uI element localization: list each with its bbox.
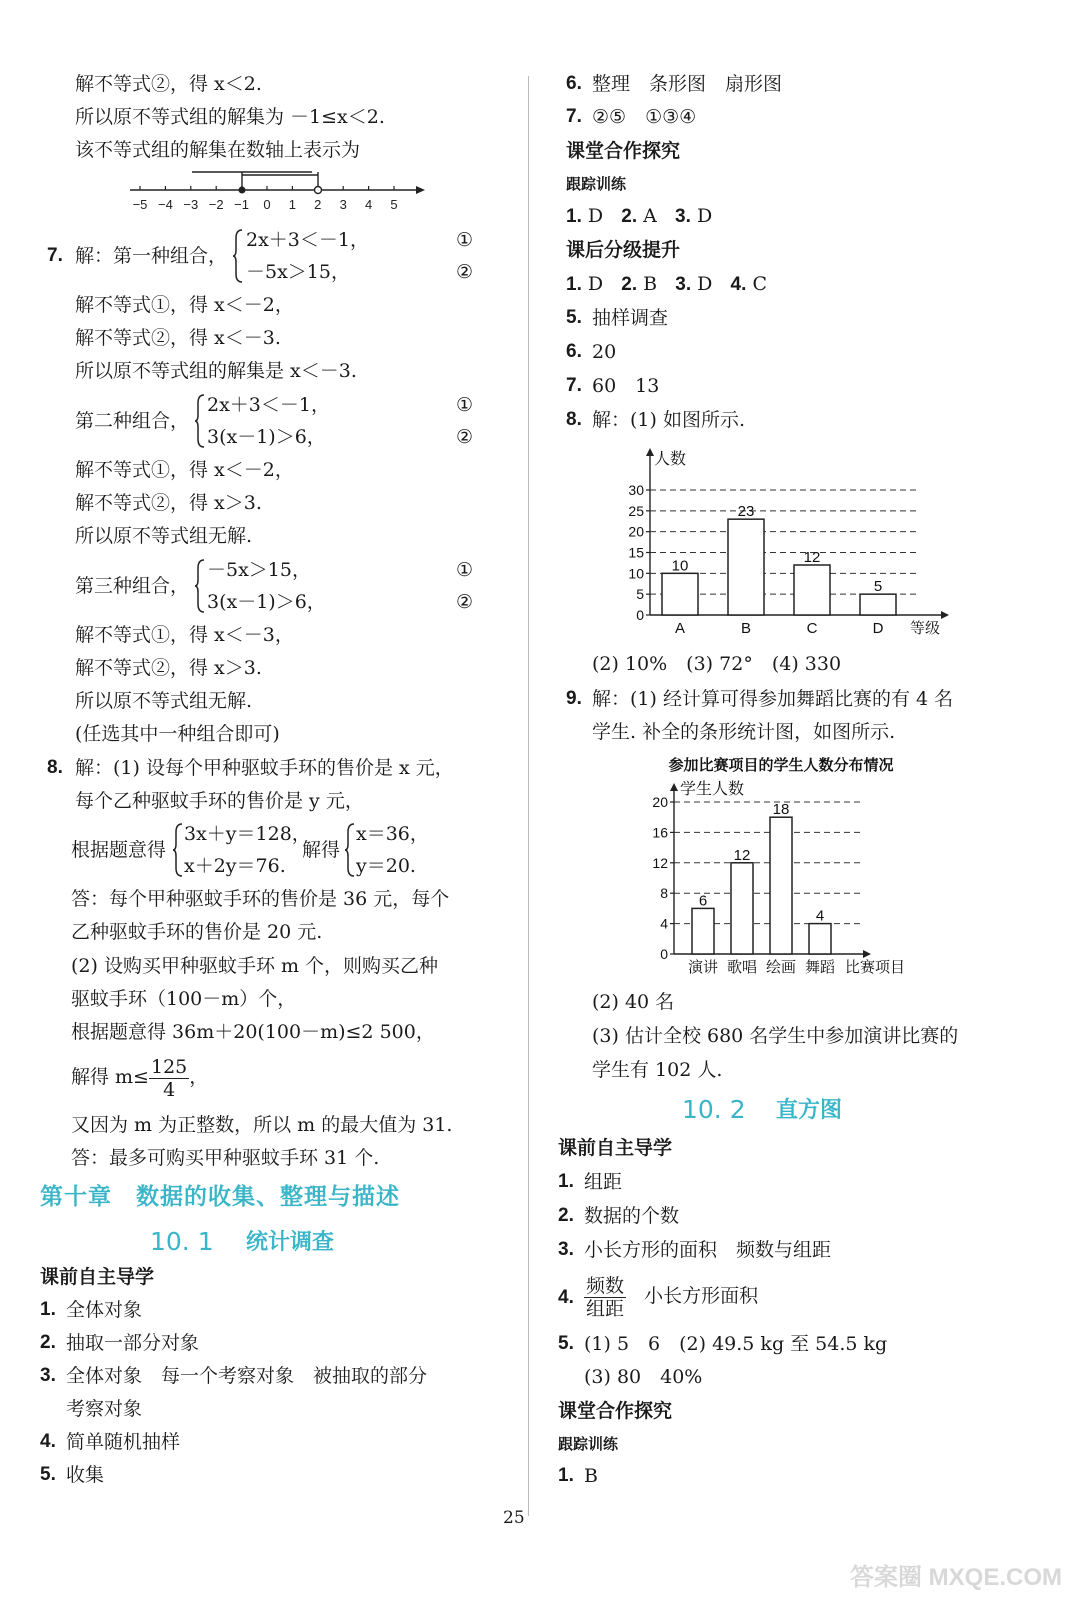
brace-icon — [194, 558, 206, 614]
text-line: 解不等式①，得 x＜－2， — [75, 459, 294, 481]
y-tick-label: 0 — [660, 946, 668, 962]
question-number: 7. — [47, 245, 63, 266]
item-number: 2. — [40, 1332, 56, 1353]
bar — [662, 573, 698, 615]
marker: ② — [456, 261, 474, 283]
equation: 3(x－1)＞6， — [207, 426, 326, 448]
answer-text: (3) 80 40% — [584, 1366, 703, 1388]
item-number: 7. — [566, 106, 582, 127]
answer-text: 考察对象 — [66, 1398, 143, 1420]
subsection-heading: 课前自主导学 — [558, 1137, 673, 1159]
brace-icon — [172, 822, 184, 878]
open-dot-icon — [315, 187, 322, 194]
text-line: 所以原不等式组的解集为 －1≤x＜2. — [75, 106, 385, 128]
data-label: 12 — [733, 846, 751, 864]
data-label: 4 — [815, 907, 825, 925]
y-tick-label: 15 — [628, 544, 644, 561]
y-tick-label: 16 — [652, 824, 668, 841]
fraction — [584, 1275, 626, 1320]
tick-label: −2 — [208, 197, 224, 212]
page-number: 25 — [503, 1508, 525, 1528]
text-line: 解：第一种组合， — [75, 245, 228, 267]
text-line: 解不等式②，得 x＞3. — [75, 492, 262, 514]
fraction-numerator: 频数 — [586, 1274, 625, 1297]
answer-text: A — [643, 205, 657, 227]
tick-label: −5 — [132, 197, 148, 212]
item-number: 3. — [40, 1365, 56, 1386]
answer-text: 小长方形的面积 频数与组距 — [584, 1239, 832, 1261]
bar — [770, 817, 792, 954]
text-line: 所以原不等式组无解. — [75, 525, 253, 547]
item-number: 1. — [558, 1465, 574, 1486]
answer-row — [566, 204, 712, 229]
equation: －5x＞15， — [246, 261, 350, 283]
data-label: 18 — [772, 801, 790, 819]
item-number: 1. — [40, 1299, 56, 1320]
text-line: 乙种驱蚊手环的售价是 20 元. — [71, 921, 323, 943]
y-tick-label: 8 — [660, 885, 668, 902]
equation: 3(x－1)＞6， — [207, 591, 326, 613]
section-number: 10. 1 — [150, 1227, 214, 1256]
x-axis-label: 等级 — [910, 620, 941, 637]
y-tick-label: 5 — [636, 586, 644, 603]
item-number: 4. — [730, 274, 747, 295]
text-line: (任选其中一种组合即可) — [75, 723, 280, 745]
y-tick-label: 10 — [628, 565, 644, 582]
y-tick-label: 30 — [628, 482, 644, 498]
answer-text: (2) 10% (3) 72° (4) 330 — [592, 653, 842, 675]
text-line: 第二种组合， — [75, 410, 190, 432]
text-line — [71, 1055, 208, 1101]
answer-text: B — [584, 1465, 598, 1487]
brace-icon — [232, 228, 244, 284]
answer-text: 解：(1) 如图所示. — [592, 409, 745, 431]
text-line: 学生. 补全的条形统计图，如图所示. — [592, 721, 896, 743]
answer-text: 学生有 102 人. — [592, 1059, 723, 1081]
fraction-denominator: 4 — [163, 1078, 176, 1101]
bar-chart-competition — [640, 752, 940, 982]
marker: ① — [456, 559, 474, 581]
equation: x＋2y＝76. — [184, 855, 286, 877]
item-number: 9. — [566, 688, 582, 709]
text-line: 解不等式②，得 x＜2. — [75, 73, 262, 95]
answer-text: 全体对象 每一个考察对象 被抽取的部分 — [66, 1365, 428, 1387]
text-line: 所以原不等式组无解. — [75, 690, 253, 712]
item-number: 4. — [40, 1431, 56, 1452]
data-label: 12 — [803, 549, 821, 566]
text-line: 答：每个甲种驱蚊手环的售价是 36 元，每个 — [71, 888, 450, 910]
data-label: 10 — [671, 557, 689, 575]
answer-text: (1) 5 6 (2) 49.5 kg 至 54.5 kg — [584, 1333, 888, 1355]
section-number: 10. 2 — [682, 1095, 746, 1124]
sub-heading: 跟踪训练 — [566, 175, 627, 193]
answer-text: (3) 估计全校 680 名学生中参加演讲比赛的 — [592, 1025, 959, 1047]
question-number: 8. — [47, 757, 63, 778]
tick-label: −4 — [157, 197, 173, 212]
number-line — [120, 165, 430, 215]
item-number: 8. — [566, 409, 582, 430]
item-number: 3. — [558, 1239, 574, 1260]
text-line: 该不等式组的解集在数轴上表示为 — [75, 139, 361, 161]
item-number: 2. — [558, 1205, 574, 1226]
section-title: 统计调查 — [246, 1230, 335, 1255]
item-number: 3. — [675, 274, 692, 295]
subsection-heading: 课堂合作探究 — [558, 1400, 673, 1422]
y-tick-label: 20 — [652, 794, 668, 810]
equation: 2x＋3＜－1， — [246, 229, 369, 251]
item-number: 2. — [621, 206, 638, 227]
item-number: 6. — [566, 73, 582, 94]
text-line: 解不等式②，得 x＞3. — [75, 657, 262, 679]
bar — [728, 519, 764, 615]
tick-label: 2 — [314, 197, 322, 212]
equation: 3x＋y＝128， — [184, 823, 311, 845]
y-axis-label: 学生人数 — [680, 781, 745, 798]
watermark: 答案圈 MXQE.COM — [849, 1564, 1062, 1591]
bar — [692, 908, 714, 954]
text-fragment: 小长方形面积 — [644, 1285, 759, 1307]
tick-label: −3 — [183, 197, 199, 212]
y-tick-label: 4 — [660, 915, 668, 932]
equation: －5x＞15， — [207, 559, 311, 581]
text-line: 答：最多可购买甲种驱蚊手环 31 个. — [71, 1147, 380, 1169]
text-line: 每个乙种驱蚊手环的售价是 y 元， — [75, 790, 364, 812]
sub-heading: 跟踪训练 — [558, 1435, 619, 1453]
column-divider — [528, 76, 529, 1516]
category-label: 舞蹈 — [804, 959, 836, 976]
text-line: 解得 — [302, 839, 341, 861]
answer-text: 60 13 — [592, 375, 660, 397]
tick-label: 5 — [390, 197, 398, 212]
equation: y＝20. — [356, 855, 416, 877]
y-axis-label: 人数 — [654, 451, 687, 468]
text-line: 驱蚊手环（100－m）个， — [71, 988, 297, 1010]
category-label: 歌唱 — [726, 959, 758, 976]
answer-text: 全体对象 — [66, 1299, 143, 1321]
text-line: 解：(1) 经计算可得参加舞蹈比赛的有 4 名 — [592, 688, 954, 710]
answer-text: C — [752, 273, 767, 295]
item-number: 2. — [621, 274, 638, 295]
category-label: D — [872, 620, 884, 637]
data-label: 23 — [737, 503, 755, 521]
answer-text: B — [643, 273, 658, 295]
answer-text: D — [587, 273, 604, 295]
y-axis-arrow-icon — [670, 783, 678, 791]
answer-text: D — [696, 205, 713, 227]
x-axis-label: 比赛项目 — [845, 959, 906, 976]
item-number: 1. — [558, 1171, 574, 1192]
item-number: 4. — [558, 1287, 574, 1308]
bar — [809, 924, 831, 954]
x-axis-arrow-icon — [863, 950, 871, 958]
y-axis-arrow-icon — [646, 448, 654, 456]
category-label: 绘画 — [765, 959, 797, 976]
equation: x＝36， — [356, 823, 429, 845]
fraction — [149, 1056, 189, 1101]
answer-text: 抽取一部分对象 — [66, 1332, 200, 1354]
text-line: 所以原不等式组的解集是 x＜－3. — [75, 360, 357, 382]
category-label: C — [806, 620, 818, 637]
text-line: 解：(1) 设每个甲种驱蚊手环的售价是 x 元， — [75, 757, 454, 779]
data-label: 6 — [698, 892, 708, 910]
text-line: 第三种组合， — [75, 575, 190, 597]
text-line: 根据题意得 — [71, 839, 167, 861]
text-fragment: ， — [189, 1066, 209, 1088]
item-number: 3. — [675, 206, 691, 227]
y-tick-label: 12 — [652, 854, 668, 871]
brace-icon — [194, 393, 206, 449]
text-line: 又因为 m 为正整数，所以 m 的最大值为 31. — [71, 1114, 453, 1136]
tick-label: 4 — [364, 197, 373, 212]
tick-label: 0 — [263, 197, 271, 212]
text-line: 解不等式①，得 x＜－2， — [75, 294, 294, 316]
subsection-heading: 课堂合作探究 — [566, 140, 681, 162]
text-fragment: 解得 m≤ — [71, 1066, 149, 1088]
fraction-numerator: 125 — [150, 1055, 188, 1078]
item-number: 7. — [566, 375, 582, 396]
item-number: 1. — [566, 274, 582, 295]
y-tick-label: 0 — [636, 607, 644, 623]
item-number: 5. — [40, 1464, 56, 1485]
y-tick-label: 25 — [628, 502, 644, 519]
item-number: 5. — [566, 307, 582, 328]
answer-text: 整理 条形图 扇形图 — [592, 73, 783, 95]
marker: ① — [456, 394, 474, 416]
fraction-denominator: 组距 — [586, 1297, 625, 1320]
y-tick-label: 20 — [628, 523, 644, 540]
answer-text: 简单随机抽样 — [66, 1431, 181, 1453]
answer-text: 20 — [592, 341, 617, 363]
text-line: 根据题意得 36m＋20(100－m)≤2 500， — [71, 1021, 435, 1043]
data-label: 5 — [873, 578, 883, 596]
category-label: A — [674, 620, 686, 637]
answer-text: 数据的个数 — [584, 1205, 680, 1227]
marker: ② — [456, 426, 474, 448]
tick-label: 3 — [339, 197, 347, 212]
chapter-title: 第十章 数据的收集、整理与描述 — [40, 1184, 400, 1210]
answer-text: 组距 — [584, 1171, 623, 1193]
answer-text — [584, 1272, 758, 1320]
item-number: 5. — [558, 1333, 574, 1354]
bar — [860, 594, 896, 615]
chart-title: 参加比赛项目的学生人数分布情况 — [668, 757, 894, 774]
equation: 2x＋3＜－1， — [207, 394, 330, 416]
closed-dot-icon — [239, 187, 246, 194]
tick-label: 1 — [288, 197, 297, 212]
marker: ② — [456, 591, 474, 613]
tick-label: −1 — [234, 197, 250, 212]
text-line: 解不等式②，得 x＜－3. — [75, 327, 281, 349]
answer-text: 收集 — [66, 1464, 105, 1486]
text-line: 解不等式①，得 x＜－3， — [75, 624, 294, 646]
bar — [794, 565, 830, 615]
bar-chart-grades — [620, 440, 960, 645]
answer-text: ②⑤ ①③④ — [592, 106, 697, 128]
category-label: B — [740, 620, 752, 637]
section-title: 直方图 — [776, 1098, 843, 1123]
answer-text: D — [697, 273, 713, 295]
x-axis-arrow-icon — [941, 611, 949, 619]
item-number: 1. — [566, 206, 582, 227]
text-line: (2) 设购买甲种驱蚊手环 m 个，则购买乙种 — [71, 955, 439, 977]
subsection-heading: 课前自主导学 — [40, 1266, 155, 1288]
subsection-heading: 课后分级提升 — [566, 239, 681, 261]
answer-text: D — [587, 205, 604, 227]
answer-text: (2) 40 名 — [592, 991, 675, 1013]
item-number: 6. — [566, 341, 582, 362]
bar — [731, 863, 753, 954]
marker: ① — [456, 229, 474, 251]
answer-row — [566, 272, 767, 297]
answer-text: 抽样调查 — [592, 307, 669, 329]
brace-icon — [344, 822, 356, 878]
category-label: 演讲 — [687, 959, 719, 976]
